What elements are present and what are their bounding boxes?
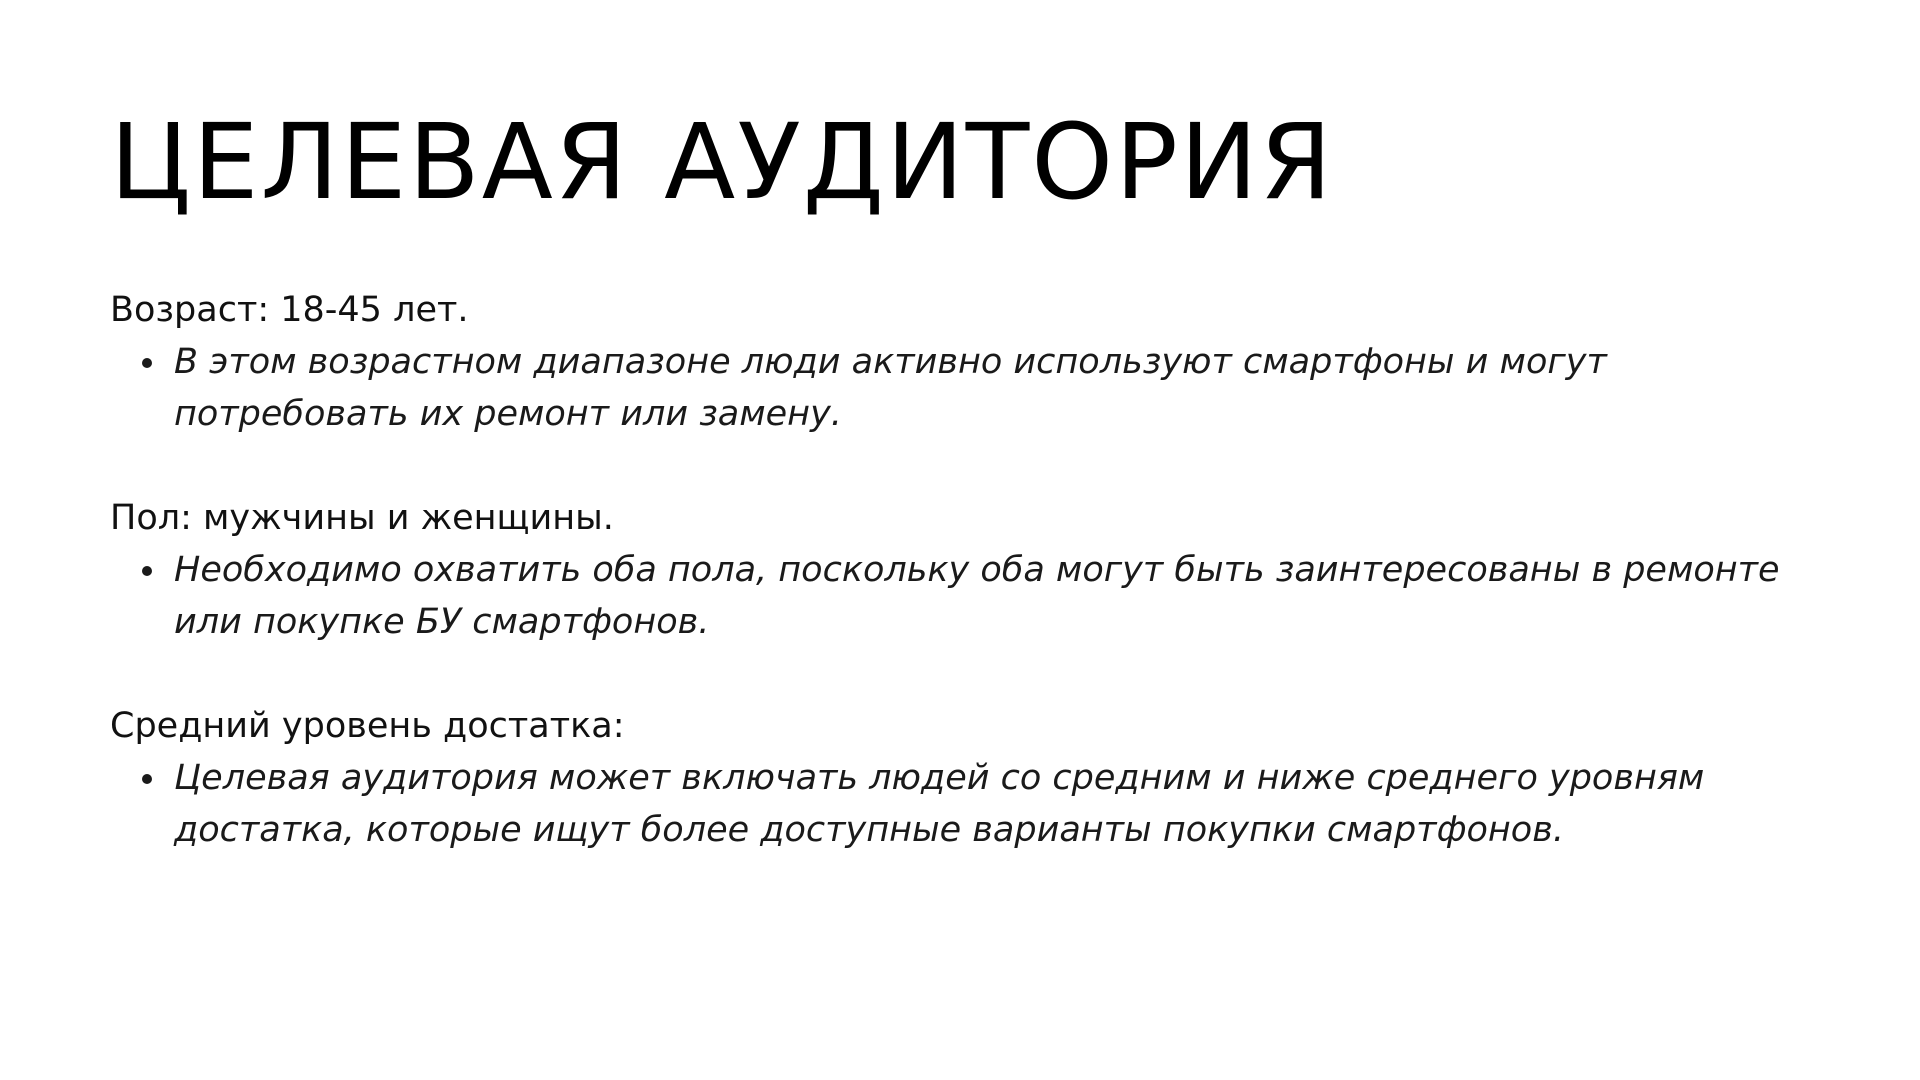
section-heading-gender: Пол: мужчины и женщины. [110, 498, 614, 538]
bullet-item-age [110, 336, 1790, 440]
bullet-item-gender [110, 544, 1790, 648]
section-gender [110, 492, 1790, 648]
section-age [110, 284, 1790, 440]
slide-title: ЦЕЛЕВАЯ АУДИТОРИЯ [110, 101, 1334, 223]
bullet-dot-icon [142, 566, 152, 576]
bullet-item-income [110, 752, 1790, 856]
section-heading-age: Возраст: 18-45 лет. [110, 290, 469, 330]
bullet-list-income [110, 752, 1790, 856]
bullet-text-gender: Необходимо охватить оба пола, поскольку оба могут быть заинтересованы в ремонте или покупке БУ смартфонов. [174, 550, 1780, 642]
bullet-list-age [110, 336, 1790, 440]
bullet-text-income: Целевая аудитория может включать людей со средним и ниже среднего уровням достатка, которые ищут более доступные варианты покупки смартфонов. [174, 758, 1705, 850]
bullet-list-gender [110, 544, 1790, 648]
bullet-text-age: В этом возрастном диапазоне люди активно используют смартфоны и могут потребовать их ремонт или замену. [174, 342, 1607, 434]
slide-content [110, 284, 1790, 908]
section-income [110, 700, 1790, 856]
section-heading-income: Средний уровень достатка: [110, 706, 625, 746]
bullet-dot-icon [142, 774, 152, 784]
bullet-dot-icon [142, 358, 152, 368]
